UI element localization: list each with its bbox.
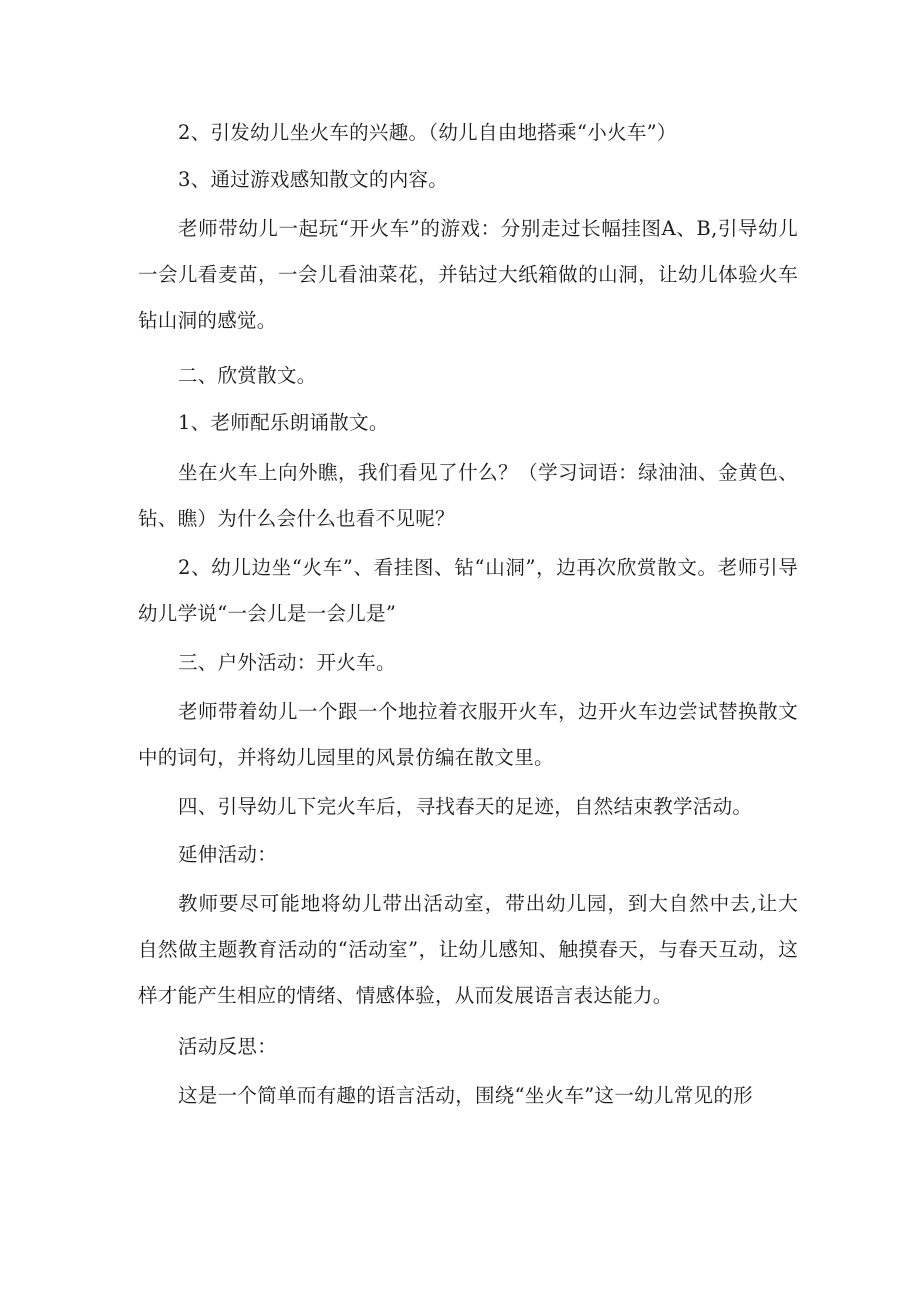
heading-guide-children: 四、引导幼儿下完火车后，寻找春天的足迹，自然结束教学活动。	[178, 795, 753, 818]
paragraph-reflection-detail: 这是一个简单而有趣的语言活动，围绕“坐火车”这一幼儿常见的形	[178, 1084, 753, 1107]
paragraph-look-outside: 坐在火车上向外瞧，我们看见了什么？（学习词语：绿油油、金黄色、钻、瞧）为什么会什么也看不见呢？	[138, 461, 798, 530]
paragraph-extension-detail: 教师要尽可能地将幼儿带出活动室，带出幼儿园，到大自然中去,让大自然做主题教育活动的“活动室”，让幼儿感知、触摸春天，与春天互动，这样才能产生相应的情绪、情感体验，从而发展语言表达能力。	[138, 892, 798, 1007]
paragraph-train-game: 老师带幼儿一起玩“开火车”的游戏：分别走过长幅挂图A、B,引导幼儿一会儿看麦苗，一会儿看油菜花，并钻过大纸箱做的山洞，让幼儿体验火车钻山洞的感觉。	[138, 217, 798, 332]
paragraph-teacher-leads: 老师带着幼儿一个跟一个地拉着衣服开火车，边开火车边尝试替换散文中的词句，并将幼儿园里的风景仿编在散文里。	[138, 700, 798, 769]
paragraph-goal-3: 3、通过游戏感知散文的内容。	[178, 168, 449, 191]
heading-extension-activity: 延伸活动：	[178, 843, 278, 866]
heading-reflection: 活动反思：	[178, 1035, 278, 1058]
paragraph-goal-2: 2、引发幼儿坐火车的兴趣。（幼儿自由地搭乘“小火车”）	[178, 121, 677, 144]
paragraph-ride-train: 2、幼儿边坐“火车”、看挂图、钻“山洞”，边再次欣赏散文。老师引导幼儿学说“一会儿是一会儿是”	[138, 556, 798, 625]
paragraph-recite-prose: 1、老师配乐朗诵散文。	[178, 411, 389, 434]
heading-appreciate-prose: 二、欣赏散文。	[178, 364, 317, 387]
heading-outdoor-activity: 三、户外活动：开火车。	[178, 651, 396, 674]
